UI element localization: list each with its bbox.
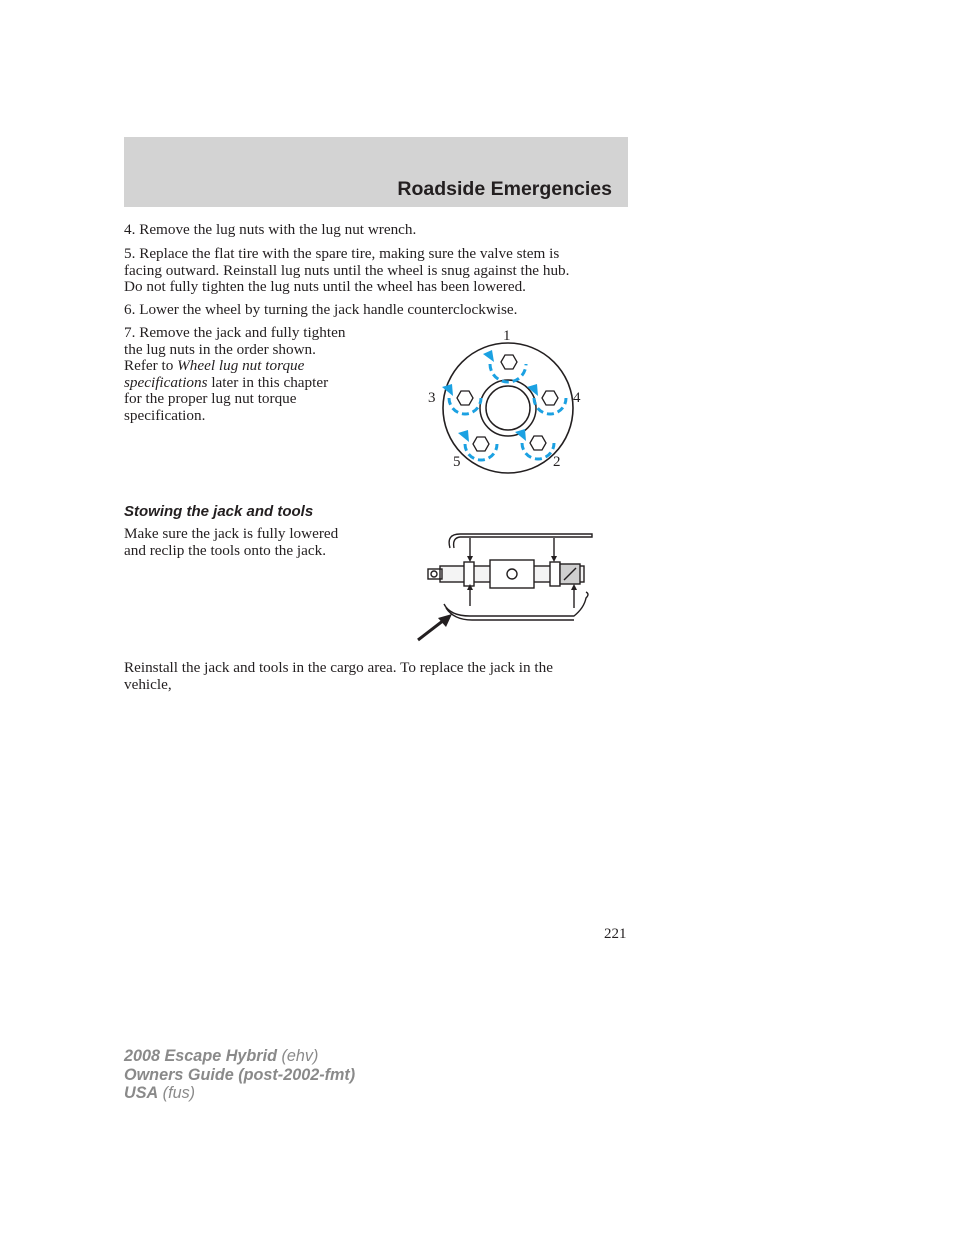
step-7-line-2: the lug nuts in the order shown. <box>124 340 316 358</box>
reinstall-line-1: Reinstall the jack and tools in the cargo area. To replace the jack in the <box>124 659 553 676</box>
lug-label-1: 1 <box>503 328 511 344</box>
stowing-heading: Stowing the jack and tools <box>124 503 314 520</box>
step-7-line-5: for the proper lug nut torque <box>124 390 297 408</box>
step-5-line-3: Do not fully tighten the lug nuts until the wheel has been lowered. <box>124 278 526 296</box>
step-7-text <box>124 325 384 425</box>
lug-wrench-tool <box>444 592 588 616</box>
lug-nut-1-icon <box>501 355 517 369</box>
reinstall-text <box>124 660 630 693</box>
torque-spec-reference-part-1: Wheel lug nut torque <box>177 357 305 375</box>
reinstall-line-2: vehicle, <box>124 675 172 693</box>
arrowhead-3 <box>442 384 453 396</box>
lug-nut-3-icon <box>457 391 473 405</box>
lug-label-2: 2 <box>553 454 561 470</box>
lug-nut-4-icon <box>542 391 558 405</box>
page-number: 221 <box>604 926 627 942</box>
section-header <box>124 137 628 207</box>
wheel-hub-center-hole <box>486 386 530 430</box>
lug-label-5: 5 <box>453 454 461 470</box>
step-5-text <box>124 246 630 296</box>
step-4-text: 4. Remove the lug nuts with the lug nut wrench. <box>124 221 417 238</box>
lug-nut-2-icon <box>530 436 546 450</box>
step-7-line-1: 7. Remove the jack and fully tighten <box>124 324 346 341</box>
jack-and-tools-diagram <box>414 528 604 648</box>
step-7-line-6: specification. <box>124 406 206 424</box>
footer-line-2: Owners Guide (post-2002-fmt) <box>124 1065 356 1084</box>
footer-model: 2008 Escape Hybrid <box>124 1047 277 1065</box>
step-5-line-2: facing outward. Reinstall lug nuts until the wheel is snug against the hub. <box>124 261 570 279</box>
step-6-text: 6. Lower the wheel by turning the jack handle counterclockwise. <box>124 301 518 318</box>
torque-spec-reference-part-2: specifications <box>124 373 208 391</box>
arrowhead-5 <box>458 430 469 442</box>
step-7-line-4 <box>124 375 384 392</box>
wheel-hub-center-ring <box>480 380 536 436</box>
step-5-line-1: 5. Replace the flat tire with the spare tire, making sure the valve stem is <box>124 245 560 262</box>
lug-nut-5-icon <box>473 437 489 451</box>
stowing-text <box>124 526 394 559</box>
pointer-arrow <box>418 620 444 640</box>
lug-label-4: 4 <box>573 390 581 406</box>
stowing-line-1: Make sure the jack is fully lowered <box>124 525 339 542</box>
lug-nut-order-diagram <box>420 322 600 482</box>
section-title: Roadside Emergencies <box>397 178 612 200</box>
later-in-chapter-text: later in this chapter <box>207 373 329 391</box>
refer-to-text: Refer to <box>124 357 178 375</box>
footer-line-1 <box>124 1047 355 1066</box>
lug-label-3: 3 <box>428 390 436 406</box>
stowing-line-2: and reclip the tools onto the jack. <box>124 541 327 559</box>
arrowhead-1 <box>483 350 494 362</box>
footer-model-code: (ehv) <box>276 1047 319 1065</box>
footer-market-code: (fus) <box>158 1084 196 1102</box>
footer-line-3 <box>124 1084 355 1103</box>
document-footer <box>124 1047 355 1103</box>
step-7-line-3 <box>124 358 384 375</box>
footer-market: USA <box>124 1084 159 1102</box>
